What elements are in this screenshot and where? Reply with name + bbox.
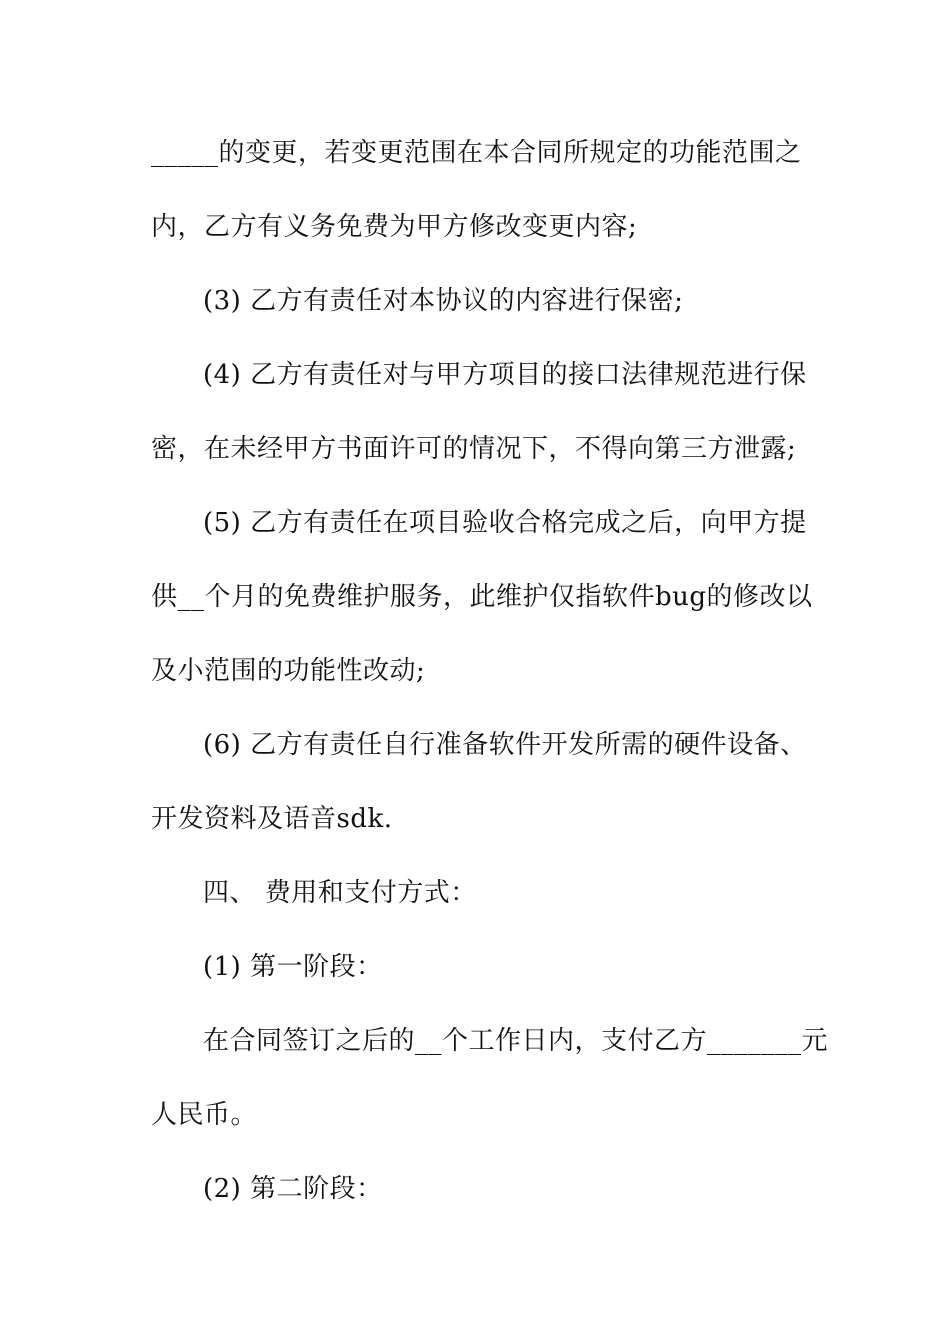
text-line-4: (4) 乙方有责任对与甲方项目的接口法律规范进行保 [203,360,807,390]
text-line-13: 在合同签订之后的__个工作日内，支付乙方_______元 [203,1026,829,1056]
text-line-14: 人民币。 [151,1100,258,1130]
text-line-1: _____的变更，若变更范围在本合同所规定的功能范围之 [151,138,802,168]
text-line-5: 密，在未经甲方书面许可的情况下，不得向第三方泄露; [151,434,797,464]
text-line-6: (5) 乙方有责任在项目验收合格完成之后，向甲方提 [203,508,807,538]
text-line-9: (6) 乙方有责任自行准备软件开发所需的硬件设备、 [203,730,807,760]
text-line-10: 开发资料及语音sdk. [151,804,393,834]
text-line-2: 内，乙方有义务免费为甲方修改变更内容; [151,212,638,242]
text-line-3: (3) 乙方有责任对本协议的内容进行保密; [203,286,684,316]
text-line-15: (2) 第二阶段： [203,1174,383,1204]
section-heading-fees: 四、 费用和支付方式： [203,878,477,908]
text-line-8: 及小范围的功能性改动; [151,656,426,686]
text-line-7: 供__个月的免费维护服务，此维护仅指软件bug的修改以 [151,582,813,612]
text-line-12: (1) 第一阶段： [203,952,383,982]
